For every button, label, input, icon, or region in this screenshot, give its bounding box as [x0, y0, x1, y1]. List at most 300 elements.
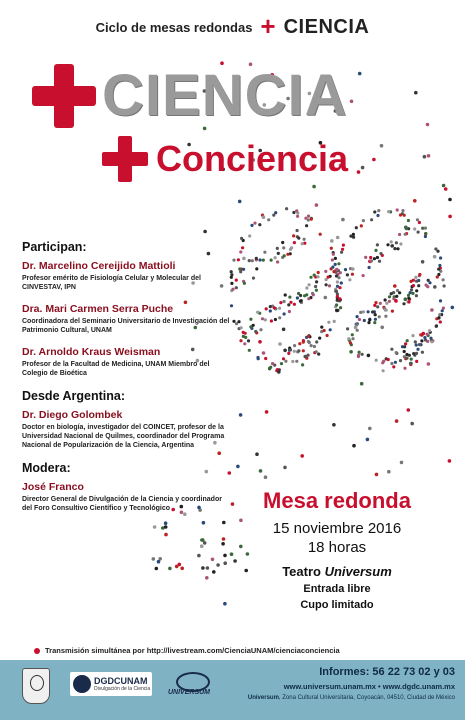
crowd-person: [239, 413, 243, 417]
crowd-person: [289, 348, 292, 351]
crowd-person: [256, 311, 259, 314]
crowd-person: [289, 301, 292, 304]
crowd-person: [366, 438, 370, 442]
crowd-person: [352, 444, 356, 448]
crowd-person: [282, 357, 285, 360]
crowd-person: [416, 348, 419, 351]
crowd-person: [295, 360, 298, 363]
website-links[interactable]: www.universum.unam.mx • www.dgdc.unam.mx: [283, 682, 455, 691]
crowd-person: [407, 297, 410, 300]
crowd-person: [410, 358, 413, 361]
argentina-heading: Desde Argentina:: [22, 389, 126, 403]
crowd-person: [437, 268, 440, 271]
crowd-person: [235, 322, 238, 325]
crowd-person: [398, 291, 401, 294]
crowd-person: [269, 305, 272, 308]
crowd-person: [395, 241, 398, 244]
red-plus-icon: [32, 64, 96, 128]
participants-heading: Participan:: [22, 240, 87, 254]
crowd-person: [442, 184, 446, 188]
crowd-person: [297, 292, 300, 295]
crowd-person: [243, 342, 246, 345]
crowd-person: [394, 361, 397, 364]
crowd-person: [309, 276, 312, 279]
event-capacity: Cupo limitado: [300, 599, 374, 611]
crowd-person: [312, 293, 315, 296]
crowd-person: [401, 209, 404, 212]
crowd-person: [426, 333, 429, 336]
crowd-person: [157, 560, 161, 564]
crowd-person: [387, 470, 391, 474]
crowd-person: [373, 321, 376, 324]
crowd-person: [410, 288, 413, 291]
crowd-person: [283, 300, 286, 303]
crowd-person: [380, 326, 384, 330]
crowd-person: [236, 465, 240, 469]
red-plus-icon: [102, 136, 148, 182]
crowd-person: [391, 310, 394, 313]
crowd-person: [379, 302, 382, 305]
crowd-person: [291, 360, 294, 363]
crowd-person: [244, 332, 247, 335]
crowd-person: [415, 280, 418, 283]
crowd-person: [424, 227, 427, 230]
crowd-person: [380, 144, 384, 148]
crowd-person: [400, 461, 404, 465]
crowd-person: [388, 300, 391, 303]
crowd-person: [216, 563, 220, 567]
crowd-person: [211, 558, 215, 562]
crowd-person: [361, 353, 364, 356]
venue-name: Universum: [324, 564, 392, 579]
stream-link[interactable]: Transmisión simultánea por http://livestream.com/CienciaUNAM/cienciaconciencia: [45, 646, 340, 655]
crowd-person: [319, 233, 322, 236]
crowd-person: [358, 318, 361, 321]
crowd-person: [414, 91, 418, 95]
crowd-person: [315, 280, 318, 283]
crowd-person: [388, 295, 391, 298]
crowd-person: [360, 382, 364, 386]
crowd-person: [418, 343, 421, 346]
crowd-person: [315, 203, 319, 207]
crowd-person: [387, 210, 390, 213]
crowd-person: [369, 256, 372, 259]
crowd-person: [434, 247, 437, 250]
crowd-person: [422, 332, 426, 336]
crowd-person: [341, 218, 345, 222]
crowd-person: [164, 533, 168, 537]
crowd-person: [395, 351, 398, 354]
crowd-person: [413, 227, 416, 230]
crowd-person: [404, 342, 407, 345]
crowd-person: [395, 419, 399, 423]
crowd-person: [355, 226, 358, 229]
crowd-person: [305, 286, 308, 289]
event-type: Mesa redonda: [263, 488, 411, 513]
crowd-person: [314, 285, 317, 288]
crowd-person: [335, 268, 339, 272]
crowd-person: [315, 289, 318, 292]
crowd-person: [310, 344, 313, 347]
footer-bar: [0, 660, 465, 720]
crowd-person: [354, 326, 358, 330]
crowd-person: [232, 259, 235, 262]
crowd-person: [367, 354, 371, 358]
crowd-person: [302, 341, 305, 344]
crowd-person: [381, 361, 384, 364]
contact-info: [248, 666, 455, 701]
dgdc-logo: [70, 672, 152, 696]
crowd-person: [330, 247, 333, 250]
crowd-person: [348, 278, 351, 281]
crowd-person: [424, 232, 427, 235]
crowd-person: [404, 297, 408, 301]
crowd-person: [411, 334, 414, 337]
crowd-person: [239, 250, 242, 253]
crowd-person: [255, 257, 258, 260]
crowd-person: [282, 246, 285, 249]
crowd-person: [428, 329, 431, 332]
crowd-person: [335, 309, 338, 312]
crowd-person: [301, 242, 304, 245]
crowd-person: [420, 339, 423, 342]
event-details: [227, 488, 447, 611]
crowd-person: [273, 306, 276, 309]
crowd-person: [317, 353, 320, 356]
crowd-person: [405, 357, 408, 360]
participant-name: Dra. Mari Carmen Serra Puche: [22, 303, 174, 315]
crowd-person: [168, 567, 172, 571]
crowd-person: [327, 276, 330, 279]
event-date: 15 noviembre 2016: [272, 520, 402, 537]
crowd-person: [396, 247, 399, 250]
crowd-person: [415, 343, 418, 346]
crowd-person: [283, 466, 287, 470]
crowd-person: [399, 359, 402, 362]
crowd-person: [358, 72, 362, 76]
crowd-person: [284, 360, 287, 363]
crowd-person: [351, 267, 355, 271]
crowd-person: [407, 219, 410, 222]
crowd-person: [290, 246, 293, 249]
crowd-person: [270, 259, 273, 262]
moderator-heading: Modera:: [22, 461, 71, 475]
crowd-person: [336, 236, 340, 240]
crowd-person: [299, 300, 302, 303]
crowd-person: [270, 319, 273, 322]
crowd-person: [340, 251, 343, 254]
crowd-person: [399, 242, 402, 245]
crowd-person: [390, 240, 393, 243]
crowd-person: [374, 301, 377, 304]
crowd-person: [357, 170, 361, 174]
crowd-person: [378, 260, 381, 263]
dgdc-mark-icon: [73, 675, 91, 693]
crowd-person: [337, 262, 340, 265]
crowd-person: [307, 340, 310, 343]
crowd-person: [296, 215, 299, 218]
crowd-person: [293, 303, 296, 306]
crowd-person: [274, 256, 277, 259]
crowd-person: [164, 525, 168, 529]
crowd-person: [374, 249, 377, 252]
crowd-person: [221, 542, 225, 546]
crowd-person: [336, 295, 339, 298]
crowd-person: [439, 299, 442, 302]
crowd-person: [351, 333, 354, 336]
crowd-person: [415, 352, 418, 355]
crowd-person: [178, 563, 182, 567]
crowd-person: [367, 310, 370, 313]
crowd-person: [342, 244, 345, 247]
crowd-person: [305, 224, 308, 227]
crowd-person: [361, 166, 365, 170]
crowd-person: [390, 292, 393, 295]
dgdc-logo-subtext: Divulgación de la Ciencia: [94, 686, 151, 692]
crowd-person: [390, 244, 393, 247]
crowd-person: [254, 330, 257, 333]
crowd-person: [324, 296, 328, 300]
crowd-person: [363, 319, 366, 322]
crowd-person: [315, 350, 318, 353]
participant: [22, 260, 232, 292]
crowd-person: [368, 427, 372, 431]
crowd-person: [336, 280, 339, 283]
universum-logo-text: UNIVERSUM: [168, 689, 211, 696]
crowd-person: [425, 284, 428, 287]
crowd-person: [390, 348, 393, 351]
crowd-person: [237, 320, 240, 323]
crowd-person: [252, 277, 255, 280]
crowd-person: [351, 337, 354, 340]
crowd-person: [364, 256, 367, 259]
crowd-person: [332, 253, 335, 256]
crowd-person: [293, 241, 296, 244]
crowd-person: [276, 247, 279, 250]
crowd-person: [293, 344, 296, 347]
crowd-person: [301, 363, 304, 366]
crowd-person: [330, 239, 334, 243]
crowd-person: [338, 297, 341, 300]
crowd-person: [200, 538, 204, 542]
bullet-icon: [34, 648, 40, 654]
crowd-person: [239, 339, 242, 342]
crowd-person: [264, 475, 268, 479]
crowd-person: [235, 286, 238, 289]
crowd-person: [376, 305, 379, 308]
crowd-person: [259, 328, 262, 331]
crowd-person: [265, 410, 269, 414]
crowd-person: [442, 278, 445, 281]
crowd-person: [203, 541, 207, 545]
crowd-person: [427, 154, 431, 158]
participant-name: Dr. Arnoldo Kraus Weisman: [22, 346, 161, 358]
crowd-person: [331, 258, 334, 261]
crowd-person: [368, 318, 371, 321]
crowd-person: [298, 342, 301, 345]
crowd-person: [277, 252, 280, 255]
crowd-person: [249, 318, 252, 321]
crowd-person: [307, 297, 310, 300]
crowd-person: [376, 256, 379, 259]
crowd-person: [415, 360, 418, 363]
crowd-person: [359, 311, 362, 314]
crowd-person: [334, 257, 337, 260]
crowd-person: [341, 248, 344, 251]
crowd-person: [340, 281, 343, 284]
crowd-person: [395, 295, 398, 298]
crowd-person: [295, 209, 298, 212]
crowd-person: [410, 422, 414, 426]
crowd-person: [328, 284, 331, 287]
crowd-person: [410, 280, 413, 283]
crowd-person: [272, 214, 275, 217]
crowd-person: [307, 335, 310, 338]
crowd-person: [239, 270, 242, 273]
crowd-person: [284, 293, 287, 296]
plus-icon: +: [260, 10, 276, 41]
crowd-person: [313, 274, 316, 277]
crowd-person: [282, 328, 286, 332]
crowd-person: [413, 199, 417, 203]
crowd-person: [393, 284, 397, 288]
participant: [22, 346, 232, 378]
crowd-person: [242, 257, 246, 261]
moderator-name: José Franco: [22, 481, 84, 493]
crowd-person: [362, 310, 365, 313]
crowd-person: [153, 525, 157, 529]
crowd-person: [253, 222, 256, 225]
participant-role: Coordinadora del Seminario Universitario de Investigación del Patrimonio Cultural, UNAM: [22, 318, 230, 334]
crowd-person: [441, 309, 444, 312]
crowd-person: [263, 251, 266, 254]
crowd-person: [307, 215, 310, 218]
crowd-person: [374, 318, 377, 321]
crowd-person: [324, 270, 327, 273]
crowd-person: [375, 359, 378, 362]
crowd-person: [248, 349, 251, 352]
crowd-person: [372, 158, 376, 162]
crowd-person: [265, 307, 268, 310]
crowd-person: [327, 321, 330, 324]
crowd-person: [403, 350, 406, 353]
crowd-person: [268, 367, 271, 370]
crowd-person: [307, 218, 310, 221]
crowd-person: [262, 351, 266, 355]
crowd-person: [248, 234, 251, 237]
crowd-person: [197, 554, 201, 558]
crowd-person: [271, 362, 274, 365]
crowd-person: [308, 283, 311, 286]
crowd-person: [387, 358, 390, 361]
crowd-person: [201, 566, 205, 570]
crowd-person: [344, 268, 347, 271]
crowd-person: [368, 266, 371, 269]
address-text: , Zona Cultural Universitaria, Coyoacán, 04510, Ciudad de México: [278, 695, 455, 701]
crowd-person: [278, 342, 282, 346]
crowd-person: [433, 255, 437, 259]
crowd-person: [438, 264, 441, 267]
crowd-person: [264, 318, 267, 321]
participant-name: Dr. Diego Golombek: [22, 409, 123, 421]
crowd-person: [423, 336, 426, 339]
crowd-person: [250, 224, 253, 227]
crowd-person: [238, 267, 241, 270]
phone-info: Informes: 56 22 73 02 y 03: [319, 666, 455, 678]
crowd-person: [378, 315, 381, 318]
crowd-person: [155, 567, 159, 571]
crowd-person: [336, 285, 339, 288]
crowd-person: [377, 209, 380, 212]
crowd-person: [248, 259, 251, 262]
crowd-person: [404, 233, 407, 236]
crowd-person: [375, 473, 379, 477]
crowd-person: [278, 307, 281, 310]
crowd-person: [293, 350, 296, 353]
crowd-person: [412, 284, 415, 287]
crowd-person: [427, 279, 430, 282]
crowd-person: [362, 274, 365, 277]
title-ciencia: CIENCIA: [102, 63, 348, 128]
crowd-person: [315, 340, 318, 343]
crowd-person: [349, 341, 352, 344]
crowd-person: [303, 294, 306, 297]
crowd-person: [203, 230, 207, 234]
crowd-person: [302, 349, 305, 352]
crowd-person: [409, 291, 412, 294]
crowd-person: [426, 123, 430, 127]
crowd-person: [267, 218, 270, 221]
crowd-person: [415, 294, 418, 297]
crowd-person: [277, 370, 281, 374]
crowd-person: [283, 254, 286, 257]
crowd-person: [252, 324, 255, 327]
crowd-person: [285, 207, 288, 210]
crowd-person: [264, 357, 267, 360]
crowd-person: [288, 310, 291, 313]
crowd-person: [415, 289, 418, 292]
crowd-person: [367, 321, 370, 324]
crowd-person: [346, 327, 349, 330]
stream-line: [34, 646, 340, 655]
crowd-person: [333, 320, 336, 323]
crowd-person: [332, 270, 335, 273]
crowd-person: [418, 273, 421, 276]
crowd-person: [325, 278, 328, 281]
participant: [22, 303, 232, 335]
crowd-person: [287, 303, 290, 306]
crowd-person: [325, 283, 328, 286]
crowd-person: [412, 352, 415, 355]
participant-role: Profesor de la Facultad de Medicina, UNAM Miembro del Colegio de Bioética: [22, 361, 210, 377]
crowd-person: [241, 246, 244, 249]
crowd-person: [382, 369, 385, 372]
moderator: [22, 481, 232, 513]
crowd-person: [414, 276, 417, 279]
crowd-person: [436, 275, 439, 278]
address: [248, 695, 455, 701]
crowd-person: [386, 243, 389, 246]
crowd-person: [303, 238, 306, 241]
crowd-person: [444, 187, 448, 191]
crowd-person: [274, 318, 277, 321]
participant-role: Profesor emérito de Fisiología Celular y Molecular del CINVESTAV, IPN: [22, 275, 201, 291]
crowd-person: [334, 290, 337, 293]
crowd-person: [255, 267, 258, 270]
crowd-person: [283, 349, 287, 353]
crowd-person: [180, 567, 184, 571]
crowd-person: [240, 326, 243, 329]
